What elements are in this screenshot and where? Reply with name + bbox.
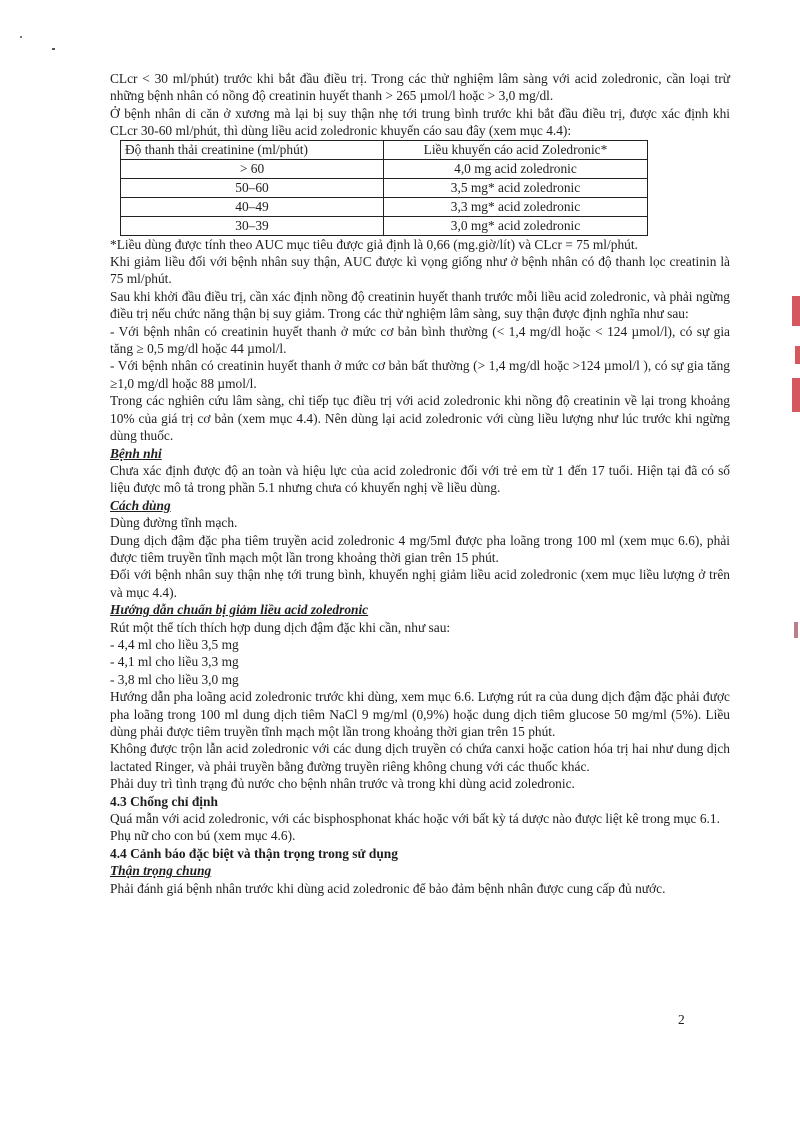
table-cell: 30–39: [121, 216, 384, 235]
paragraph: Khi giảm liều đối với bệnh nhân suy thận, AUC được kì vọng giống như ở bệnh nhân có độ thanh lọc creatinin là 75 ml/phút.: [110, 254, 730, 287]
paragraph: Không được trộn lẫn acid zoledronic với các dung dịch truyền có chứa canxi hoặc cation hóa trị hai như dung dịch lactated Ringer, và phải truyền bằng đường truyền riêng không chung với các thuốc khác.: [110, 741, 730, 774]
list-item: - 4,1 ml cho liều 3,3 mg: [110, 654, 239, 670]
paragraph: - Với bệnh nhân có creatinin huyết thanh ở mức cơ bản bất thường (> 1,4 mg/dl hoặc >124 µmol/l ), có sự gia tăng ≥1,0 mg/dl hoặc 88 µmol/l.: [110, 358, 730, 391]
section-subheading: Hướng dẫn chuẩn bị giảm liều acid zoledronic: [110, 602, 369, 618]
paragraph: CLcr < 30 ml/phút) trước khi bắt đầu điều trị. Trong các thử nghiệm lâm sàng với acid zoledronic, cần loại trừ những bệnh nhân có nồng độ creatinin huyết thanh > 265 µmol/l hoặc > 3,0 mg/dl.: [110, 71, 730, 104]
edge-stamp-fragment: [792, 378, 800, 412]
table-cell: 4,0 mg acid zoledronic: [383, 159, 647, 178]
table-row: [121, 216, 648, 235]
table-cell: 3,5 mg* acid zoledronic: [383, 178, 647, 197]
section-heading: 4.3 Chống chỉ định: [110, 793, 218, 809]
scan-speck: [52, 48, 55, 50]
table-cell: > 60: [121, 159, 384, 178]
paragraph: Dung dịch đậm đặc pha tiêm truyền acid zoledronic 4 mg/5ml được pha loãng trong 100 ml (xem mục 6.6), phải được tiêm truyền tĩnh mạch một lần trong khoảng thời gian trên 15 phút.: [110, 532, 730, 565]
table-cell: 40–49: [121, 197, 384, 216]
table-row: [121, 159, 648, 178]
page-number: 2: [678, 1012, 685, 1027]
paragraph: Trong các nghiên cứu lâm sàng, chỉ tiếp tục điều trị với acid zoledronic khi nồng độ creatinin về lại trong khoảng 10% của giá trị cơ bản (xem mục 4.4). Nên dùng lại acid zoledronic với cùng liều lượng như lúc trước khi ngừng dùng thuốc.: [110, 393, 730, 444]
paragraph: Phải duy trì tình trạng đủ nước cho bệnh nhân trước và trong khi dùng acid zoledronic.: [110, 776, 575, 792]
edge-stamp-fragment: [792, 296, 800, 326]
edge-stamp-fragment: [794, 622, 798, 638]
paragraph: Chưa xác định được độ an toàn và hiệu lực của acid zoledronic đối với trẻ em từ 1 đến 17 tuổi. Hiện tại đã có số liệu được mô tả trong phần 5.1 nhưng chưa có khuyến nghị về liều dùng.: [110, 462, 730, 496]
paragraph: Hướng dẫn pha loãng acid zoledronic trước khi dùng, xem mục 6.6. Lượng rút ra của dung dịch đậm đặc phải được pha loãng trong 100 ml dung dịch tiêm NaCl 9 mg/ml (0,9%) hoặc dung dịch tiêm glucose 50 mg/ml (5%). Liều dùng phải được tiêm truyền tĩnh mạch một lần trong khoảng thời gian trên 15 phút.: [110, 689, 730, 739]
dose-table: [120, 140, 648, 236]
table-row: [121, 197, 648, 216]
table-row: [121, 178, 648, 197]
edge-stamp-fragment: [795, 346, 800, 364]
paragraph: Ở bệnh nhân di căn ở xương mà lại bị suy thận nhẹ tới trung bình trước khi bắt đầu điều trị, được xác định khi CLcr 30-60 ml/phút, thì dùng liều acid zoledronic khuyến cáo sau đây (xem mục 4.4):: [110, 105, 730, 139]
section-subheading: Thận trọng chung: [110, 863, 212, 879]
section-subheading: Bệnh nhi: [110, 445, 162, 461]
page-body: [110, 70, 730, 897]
paragraph: Dùng đường tĩnh mạch.: [110, 515, 238, 531]
list-item: - 3,8 ml cho liều 3,0 mg: [110, 671, 239, 687]
section-heading: 4.4 Cảnh báo đặc biệt và thận trọng trong sử dụng: [110, 845, 398, 861]
table-header-cell: Độ thanh thải creatinine (ml/phút): [121, 140, 384, 159]
paragraph: Quá mẫn với acid zoledronic, với các bisphosphonat khác hoặc với bất kỳ tá dược nào được liệt kê trong mục 6.1.: [110, 811, 720, 827]
table-cell: 50–60: [121, 178, 384, 197]
scan-speck: [20, 36, 22, 38]
paragraph: *Liều dùng được tính theo AUC mục tiêu được giả định là 0,66 (mg.giờ/lít) và CLcr = 75 ml/phút.: [110, 236, 638, 252]
section-subheading: Cách dùng: [110, 497, 171, 513]
list-item: - 4,4 ml cho liều 3,5 mg: [110, 636, 239, 652]
paragraph: Phải đánh giá bệnh nhân trước khi dùng acid zoledronic để bảo đảm bệnh nhân được cung cấp đủ nước.: [110, 880, 666, 896]
table-header-cell: Liều khuyến cáo acid Zoledronic*: [383, 140, 647, 159]
paragraph: Phụ nữ cho con bú (xem mục 4.6).: [110, 828, 296, 844]
paragraph: Rút một thể tích thích hợp dung dịch đậm đặc khi cần, như sau:: [110, 619, 451, 635]
table-cell: 3,3 mg* acid zoledronic: [383, 197, 647, 216]
paragraph: - Với bệnh nhân có creatinin huyết thanh ở mức cơ bản bình thường (< 1,4 mg/dl hoặc < 124 µmol/l), có sự gia tăng ≥ 0,5 mg/dl hoặc 44 µmol/l.: [110, 323, 730, 357]
paragraph: Sau khi khởi đầu điều trị, cần xác định nồng độ creatinin huyết thanh trước mỗi liều acid zoledronic, và phải ngừng điều trị nếu chức năng thận bị suy giảm. Trong các thử nghiệm lâm sàng, suy thận được định nghĩa như sau:: [110, 288, 730, 322]
paragraph: Đối với bệnh nhân suy thận nhẹ tới trung bình, khuyến nghị giảm liều acid zoledronic (xem mục liều lượng ở trên và mục 4.4).: [110, 567, 730, 600]
table-cell: 3,0 mg* acid zoledronic: [383, 216, 647, 235]
table-header-row: [121, 140, 648, 159]
